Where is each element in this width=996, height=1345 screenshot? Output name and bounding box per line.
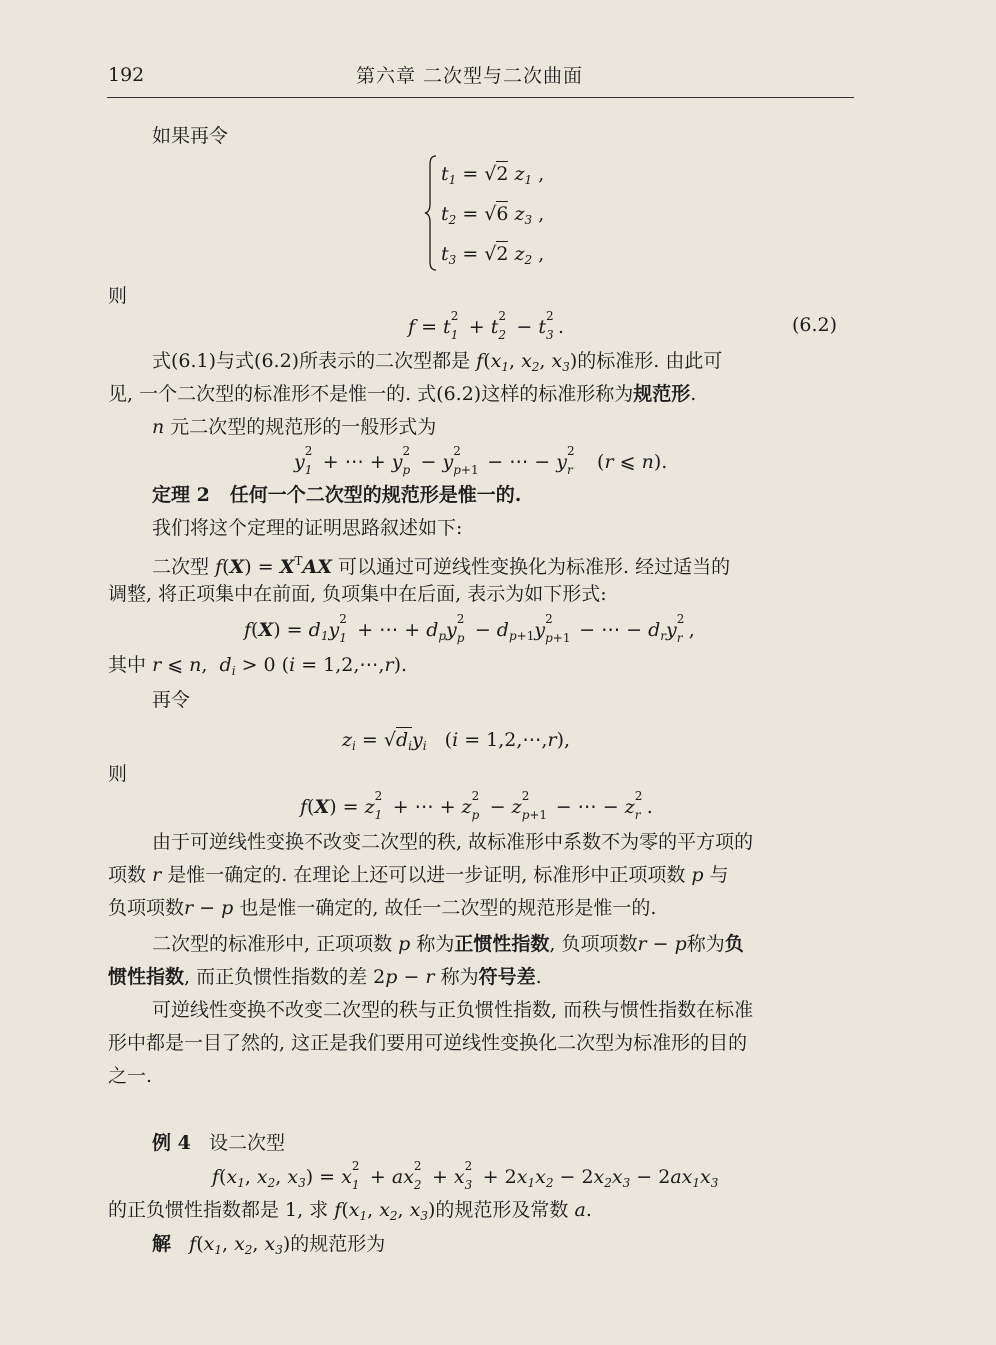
paragraph-inertia-line2: 惯性指数, 而正负惯性指数的差 2p − r 称为符号差. xyxy=(108,966,542,988)
word-then-1: 则 xyxy=(108,285,128,307)
paragraph-let-again: 如果再令 xyxy=(152,125,229,147)
text-segment: , 负项项数 xyxy=(549,933,638,955)
text-segment: 元二次型的规范形的一般形式为 xyxy=(170,416,437,438)
text-segment: 项数 xyxy=(108,864,147,886)
text-segment: 是惟一确定的. 在理论上还可以进一步证明, 标准形中正项项数 xyxy=(167,864,686,886)
text-segment: 二次型的标准形中, 正项项数 xyxy=(152,933,393,955)
text-segment: , 而正负惯性指数的差 xyxy=(184,966,368,988)
text-segment: 的标准形. 由此可 xyxy=(577,350,723,372)
text-segment: 与 xyxy=(709,864,729,886)
text-segment: 见, 一个二次型的标准形不是惟一的. 式(6.2)这样的标准形称为 xyxy=(108,383,634,405)
paragraph-purpose-line3: 之一. xyxy=(108,1065,153,1087)
text-segment: . xyxy=(535,966,542,988)
text-segment: 可以通过可逆线性变换化为标准形. 经过适当的 xyxy=(338,556,731,578)
paragraph-quadratic-form-line2: 调整, 将正项集中在前面, 负项集中在后面, 表示为如下形式: xyxy=(108,583,607,605)
paragraph-purpose-line1: 可逆线性变换不改变二次型的秩与正负惯性指数, 而秩与惯性指数在标准 xyxy=(152,999,754,1021)
paragraph-let-again-2: 再令 xyxy=(152,689,191,711)
page-number: 192 xyxy=(108,64,145,86)
paragraph-rank-line1: 由于可逆线性变换不改变二次型的秩, 故标准形中系数不为零的平方项的 xyxy=(152,831,754,853)
paragraph-quadratic-form-line1: 二次型 $f(X) = X^TAX$ 可以通过可逆线性变换化为标准形. 经过适当的 xyxy=(152,554,731,578)
paragraph-n-variable: n 元二次型的规范形的一般形式为 xyxy=(152,416,437,438)
text-segment: 称为 xyxy=(416,933,455,955)
text-segment: 称为 xyxy=(440,966,479,988)
text-segment: 的规范形为 xyxy=(290,1233,386,1255)
theorem-statement: 任何一个二次型的规范形是惟一的. xyxy=(229,484,522,506)
running-header-title: 第六章 二次型与二次曲面 xyxy=(356,65,584,87)
text-segment: 设二次型 xyxy=(208,1132,285,1154)
term-negative-part: 负 xyxy=(724,933,744,955)
text-segment: 负项项数 xyxy=(108,897,185,919)
word-then-2: 则 xyxy=(108,763,128,785)
paragraph-purpose-line2: 形中都是一目了然的, 这正是我们要用可逆线性变换化二次型为标准形的目的 xyxy=(108,1032,748,1054)
solution-label: 解 xyxy=(152,1233,172,1255)
paragraph-proof-idea: 我们将这个定理的证明思路叙述如下: xyxy=(152,517,463,539)
equation-substitution: $z_i = √d_iy_i$ (i = 1,2,⋯,r), xyxy=(342,729,571,753)
equation-number-6-2: (6.2) xyxy=(792,314,838,336)
equation-t1: $t_1 = √2$ $z_1$ , xyxy=(441,163,545,187)
theorem-2 xyxy=(152,483,521,507)
text-segment: 式(6.1)与式(6.2)所表示的二次型都是 xyxy=(152,350,471,372)
text-segment: 二次型 xyxy=(152,556,210,578)
paragraph-where: 其中 r ⩽ n, $d_i > 0$ (i = 1,2,⋯,r). xyxy=(108,654,408,678)
text-segment: 的正负惯性指数都是 1, 求 xyxy=(108,1199,329,1221)
equation-t3: $t_3 = √2$ $z_2$ , xyxy=(441,243,545,267)
equation-example-4: $f(x_1$, $x_2$, $x_3) = x$ 2 1 + ax 2 2 + x 2 3 + $2x_1x_2 - 2x_2x_3 - 2ax_1x_3$ xyxy=(212,1159,719,1192)
example-4-heading xyxy=(152,1131,285,1155)
text-segment: 的规范形及常数 xyxy=(435,1199,569,1221)
text-segment: 称为 xyxy=(686,933,725,955)
example-4-question: 的正负惯性指数都是 1, 求 $f(x_1$, $x_2$, $x_3$)的规范形及常数 a. xyxy=(108,1199,592,1223)
equation-normal-form-z: f(X) = z 2 1 + ⋯ + z 2 p − z 2 p+1 − ⋯ − z 2 r . xyxy=(300,789,653,822)
left-brace xyxy=(424,154,438,272)
paragraph-standard-form-line1: 式(6.1)与式(6.2)所表示的二次型都是 $f(x_1$, $x_2$, $x_3$)的标准形. 由此可 xyxy=(152,350,723,374)
example-label: 例 4 xyxy=(152,1132,191,1154)
paragraph-rank-line3: 负项项数r − p 也是惟一确定的, 故任一二次型的规范形是惟一的. xyxy=(108,897,657,919)
equation-standard-form: $f(X) = d_1y$ 2 1 + ⋯ + $d_py$ 2 p − $d_{p+1}y$ 2 p+1 − ⋯ − $d_ry$ 2 r , xyxy=(244,612,695,645)
equation-t2: $t_2 = √6$ $z_3$ , xyxy=(441,203,545,227)
paragraph-standard-form-line2 xyxy=(108,382,696,406)
term-negative-inertia-index: 惯性指数 xyxy=(108,966,185,988)
text-segment: 其中 xyxy=(108,654,147,676)
term-signature: 符号差 xyxy=(478,966,536,988)
equation-6-2: f = t 2 1 + t 2 2 − t 2 3 . xyxy=(408,309,565,342)
term-positive-inertia-index: 正惯性指数 xyxy=(454,933,550,955)
paragraph-rank-line2: 项数 r 是惟一确定的. 在理论上还可以进一步证明, 标准形中正项项数 p 与 xyxy=(108,864,729,886)
solution-line: 解 $f(x_1$, $x_2$, $x_3$)的规范形为 xyxy=(152,1233,386,1257)
text-segment: . xyxy=(690,383,697,405)
term-normal-form: 规范形 xyxy=(633,383,691,405)
equation-general-normal-form: y 2 1 + ⋯ + y 2 p − y 2 p+1 − ⋯ − y 2 r (r ⩽ n). xyxy=(294,444,668,477)
paragraph-inertia-line1: 二次型的标准形中, 正项项数 p 称为正惯性指数, 负项项数r − p称为负 xyxy=(152,933,744,955)
header-rule xyxy=(107,97,854,98)
theorem-label: 定理 2 xyxy=(152,484,210,506)
text-segment: 也是惟一确定的, 故任一二次型的规范形是惟一的. xyxy=(239,897,657,919)
